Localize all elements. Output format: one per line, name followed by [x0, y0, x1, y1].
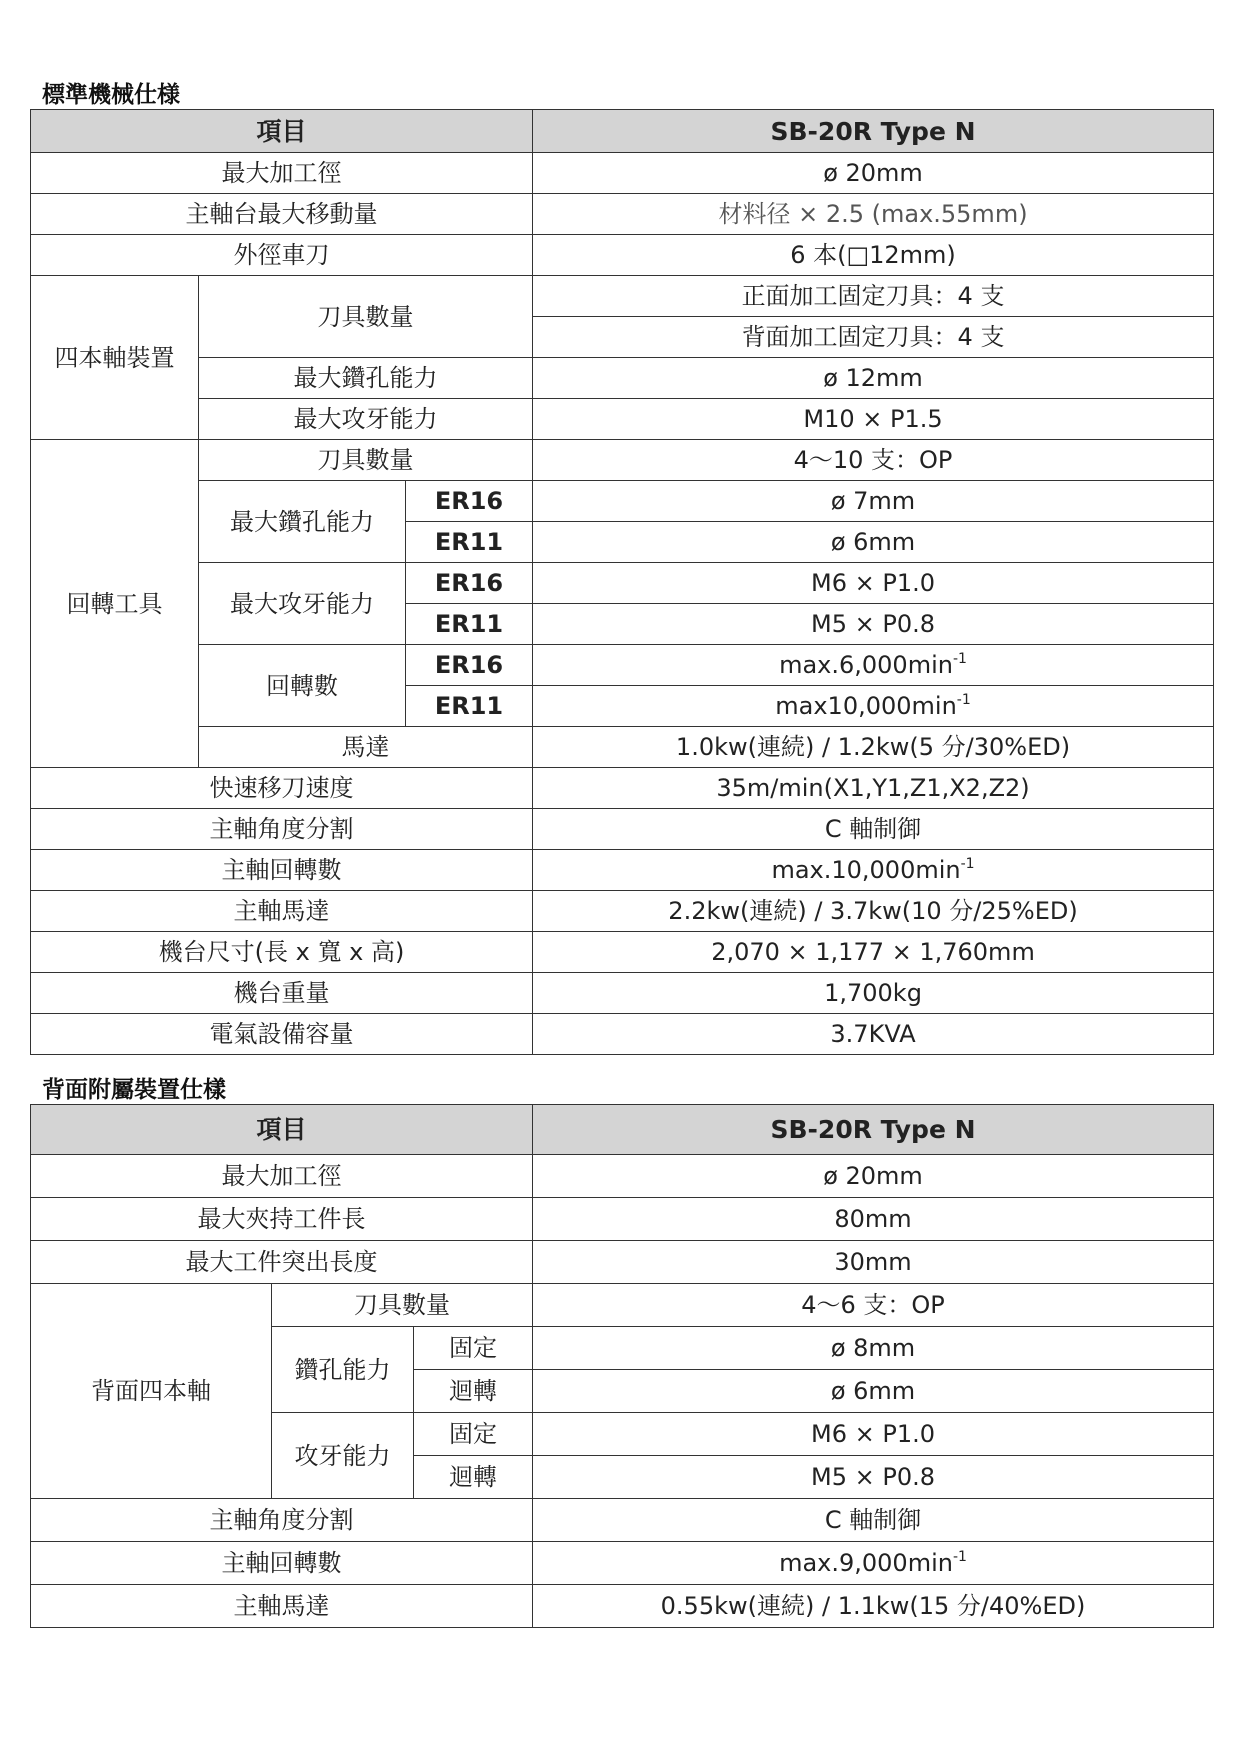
table-row — [31, 1499, 1214, 1542]
row-value: 2,070 × 1,177 × 1,760mm — [533, 932, 1214, 973]
table-row — [31, 645, 1214, 686]
collet-label: ER16 — [406, 481, 533, 522]
collet-label: ER11 — [406, 522, 533, 563]
row-value: 0.55kw(連続) / 1.1kw(15 分/40%ED) — [533, 1585, 1214, 1628]
row-value: C 軸制御 — [533, 809, 1214, 850]
row-label: 回轉數 — [199, 645, 406, 727]
row-value: 2.2kw(連続) / 3.7kw(10 分/25%ED) — [533, 891, 1214, 932]
table-header-row — [31, 1105, 1214, 1155]
group-label-back-four-axis: 背面四本軸 — [31, 1284, 272, 1499]
row-value: 4～10 支：OP — [533, 440, 1214, 481]
table-row — [31, 276, 1214, 317]
standard-spec-table — [30, 109, 1214, 1055]
header-item: 項目 — [31, 110, 533, 153]
row-value: ø 20mm — [533, 1155, 1214, 1198]
collet-label: ER11 — [406, 604, 533, 645]
row-label: 刀具數量 — [272, 1284, 533, 1327]
table-row — [31, 932, 1214, 973]
row-value: M6 × P1.0 — [533, 1413, 1214, 1456]
table-row — [31, 891, 1214, 932]
row-label: 主軸角度分割 — [31, 809, 533, 850]
row-value: C 軸制御 — [533, 1499, 1214, 1542]
row-label: 最大夾持工件長 — [31, 1198, 533, 1241]
row-value — [533, 1542, 1214, 1585]
table-row — [31, 235, 1214, 276]
header-model: SB-20R Type N — [533, 1105, 1214, 1155]
table-row — [31, 1284, 1214, 1327]
table-row — [31, 1585, 1214, 1628]
row-label: 機台重量 — [31, 973, 533, 1014]
row-value: ø 12mm — [533, 358, 1214, 399]
row-label: 鑽孔能力 — [272, 1327, 414, 1413]
row-label: 最大鑽孔能力 — [199, 481, 406, 563]
row-label: 主軸回轉數 — [31, 1542, 533, 1585]
value-text: max.6,000min — [779, 651, 953, 679]
row-value: 材料径 × 2.5 (max.55mm) — [533, 194, 1214, 235]
superscript: -1 — [952, 651, 967, 667]
table-row — [31, 768, 1214, 809]
group-label-four-axis: 四本軸裝置 — [31, 276, 199, 440]
row-value: ø 8mm — [533, 1327, 1214, 1370]
row-value: 正面加工固定刀具：4 支 — [533, 276, 1214, 317]
value-text: max.10,000min — [771, 856, 961, 884]
table-row — [31, 440, 1214, 481]
back-attachment-spec-title: 背面附屬裝置仕樣 — [42, 1077, 226, 1103]
header-model: SB-20R Type N — [533, 110, 1214, 153]
row-value: ø 6mm — [533, 1370, 1214, 1413]
superscript: -1 — [956, 692, 971, 708]
row-label: 快速移刀速度 — [31, 768, 533, 809]
row-label: 最大工件突出長度 — [31, 1241, 533, 1284]
row-value — [533, 645, 1214, 686]
row-value — [533, 686, 1214, 727]
row-value: ø 6mm — [533, 522, 1214, 563]
row-label: 機台尺寸(長 x 寬 x 高) — [31, 932, 533, 973]
row-value: 3.7KVA — [533, 1014, 1214, 1055]
row-value: 1,700kg — [533, 973, 1214, 1014]
row-value: 80mm — [533, 1198, 1214, 1241]
standard-spec-title: 標準機械仕様 — [42, 82, 180, 108]
row-label: 最大攻牙能力 — [199, 399, 533, 440]
row-label: 最大加工徑 — [31, 153, 533, 194]
superscript: -1 — [960, 856, 975, 872]
superscript: -1 — [952, 1549, 967, 1565]
row-value: M10 × P1.5 — [533, 399, 1214, 440]
row-value: M5 × P0.8 — [533, 604, 1214, 645]
row-label: 最大攻牙能力 — [199, 563, 406, 645]
group-label-rotary-tool: 回轉工具 — [31, 440, 199, 768]
mode-label: 固定 — [414, 1413, 533, 1456]
row-value: 1.0kw(連続) / 1.2kw(5 分/30%ED) — [533, 727, 1214, 768]
value-text: max10,000min — [775, 692, 957, 720]
table-row — [31, 399, 1214, 440]
mode-label: 迴轉 — [414, 1370, 533, 1413]
row-label: 馬達 — [199, 727, 533, 768]
table-row — [31, 358, 1214, 399]
row-value: 背面加工固定刀具：4 支 — [533, 317, 1214, 358]
row-value: M6 × P1.0 — [533, 563, 1214, 604]
row-value: 6 本(□12mm) — [533, 235, 1214, 276]
row-label: 主軸回轉數 — [31, 850, 533, 891]
table-row — [31, 850, 1214, 891]
row-label: 攻牙能力 — [272, 1413, 414, 1499]
table-row — [31, 563, 1214, 604]
table-row — [31, 727, 1214, 768]
collet-label: ER16 — [406, 645, 533, 686]
row-value: M5 × P0.8 — [533, 1456, 1214, 1499]
row-label: 刀具數量 — [199, 440, 533, 481]
table-row — [31, 153, 1214, 194]
table-row — [31, 1155, 1214, 1198]
back-attachment-spec-table — [30, 1104, 1214, 1628]
row-label: 主軸馬達 — [31, 891, 533, 932]
row-value: 4～6 支：OP — [533, 1284, 1214, 1327]
row-value — [533, 850, 1214, 891]
mode-label: 迴轉 — [414, 1456, 533, 1499]
table-header-row — [31, 110, 1214, 153]
table-row — [31, 1014, 1214, 1055]
table-row — [31, 973, 1214, 1014]
table-row — [31, 194, 1214, 235]
header-item: 項目 — [31, 1105, 533, 1155]
table-row — [31, 809, 1214, 850]
table-row — [31, 1241, 1214, 1284]
collet-label: ER11 — [406, 686, 533, 727]
row-label: 最大鑽孔能力 — [199, 358, 533, 399]
row-value: 30mm — [533, 1241, 1214, 1284]
row-label: 電氣設備容量 — [31, 1014, 533, 1055]
row-label: 主軸台最大移動量 — [31, 194, 533, 235]
value-text: max.9,000min — [779, 1549, 953, 1577]
row-label: 刀具數量 — [199, 276, 533, 358]
row-label: 外徑車刀 — [31, 235, 533, 276]
row-label: 最大加工徑 — [31, 1155, 533, 1198]
row-value: ø 20mm — [533, 153, 1214, 194]
mode-label: 固定 — [414, 1327, 533, 1370]
row-label: 主軸角度分割 — [31, 1499, 533, 1542]
row-label: 主軸馬達 — [31, 1585, 533, 1628]
collet-label: ER16 — [406, 563, 533, 604]
row-value: ø 7mm — [533, 481, 1214, 522]
table-row — [31, 1198, 1214, 1241]
table-row — [31, 481, 1214, 522]
table-row — [31, 1542, 1214, 1585]
row-value: 35m/min(X1,Y1,Z1,X2,Z2) — [533, 768, 1214, 809]
